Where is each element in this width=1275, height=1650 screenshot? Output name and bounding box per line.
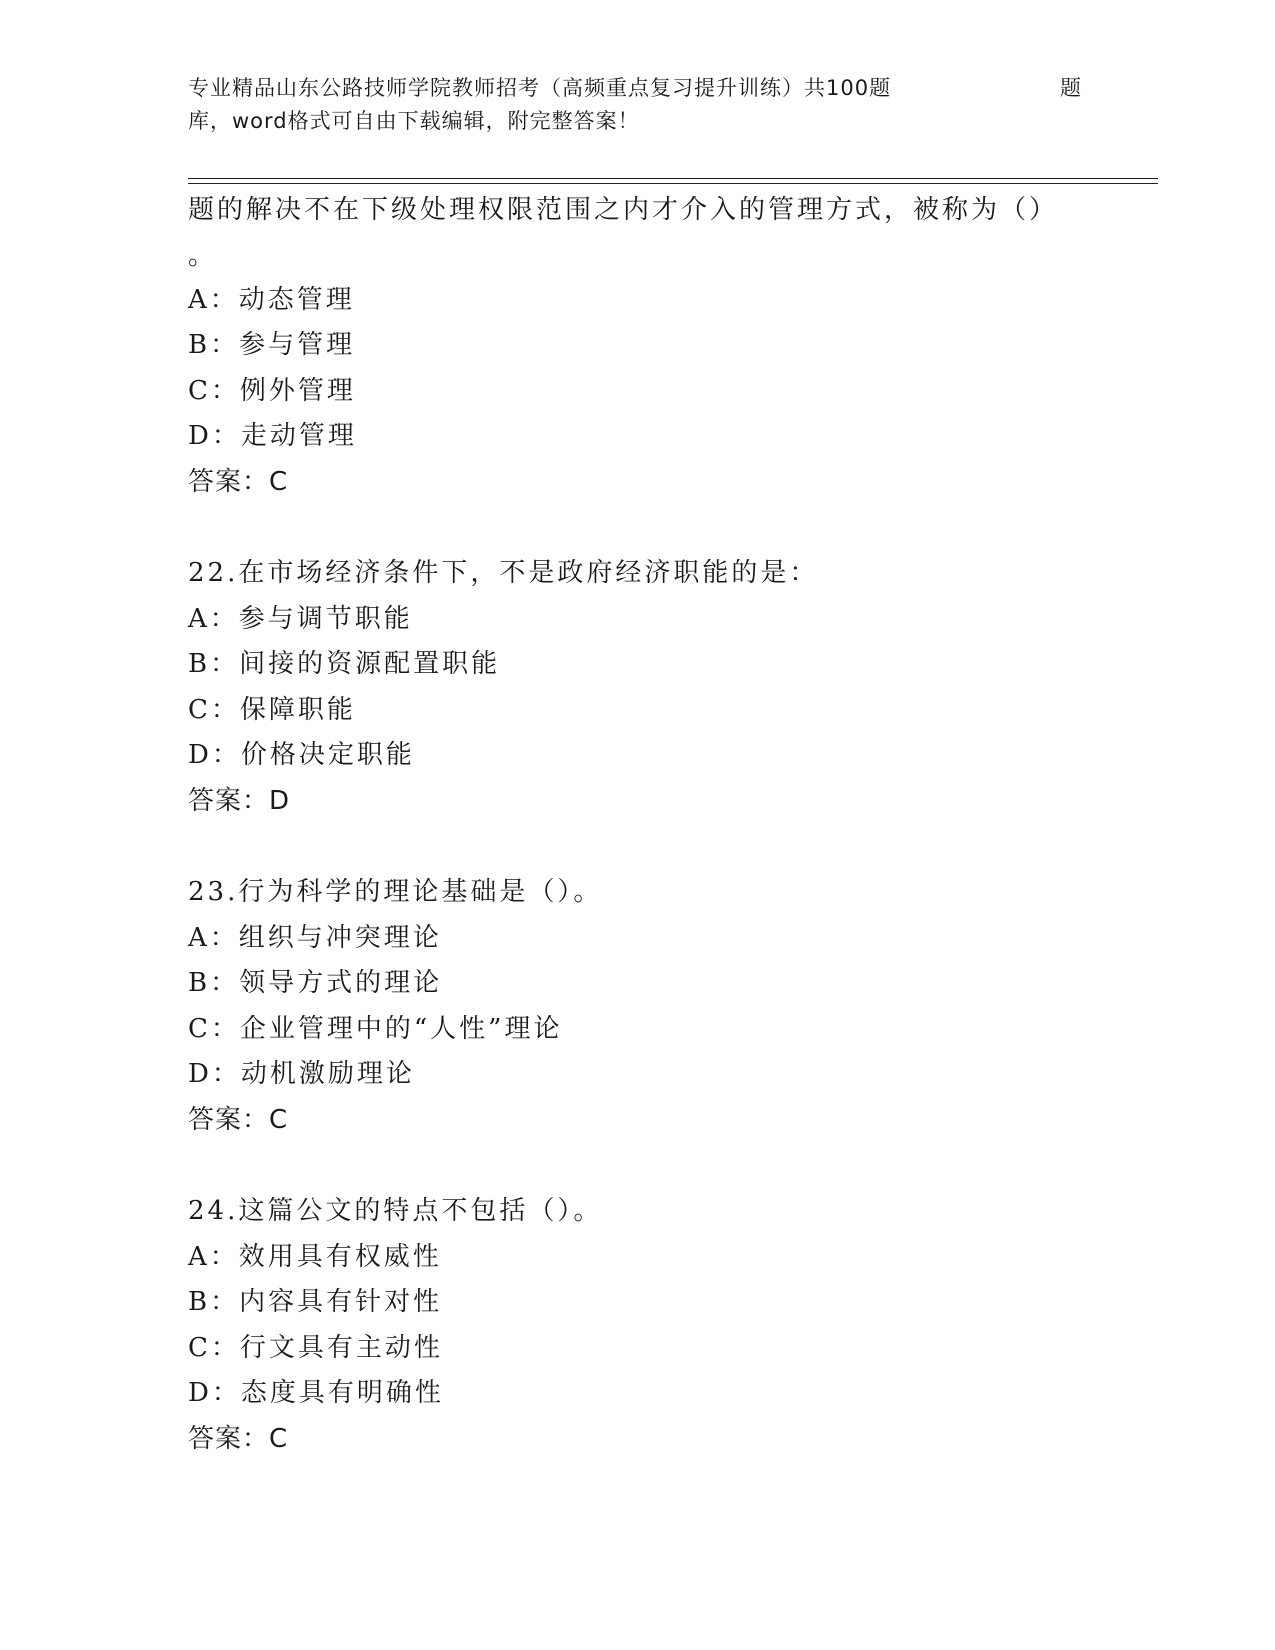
question-text-continued: 。 [188, 240, 218, 271]
question-block-24 [188, 1189, 1138, 1462]
option-b: B：间接的资源配置职能 [188, 649, 501, 679]
question-block-continued [188, 188, 1138, 505]
option-b: B：领导方式的理论 [188, 968, 443, 998]
question-text: 题的解决不在下级处理权限范围之内才介入的管理方式，被称为（） [188, 195, 1059, 225]
header-line-1 [188, 72, 1088, 105]
option-a: A：组织与冲突理论 [188, 922, 442, 953]
option-d: D：价格决定职能 [188, 740, 415, 770]
option-a: A：参与调节职能 [188, 603, 413, 634]
option-d: D：动机激励理论 [188, 1059, 415, 1089]
header-title: 专业精品山东公路技师学院教师招考（高频重点复习提升训练）共100题 [188, 76, 892, 100]
option-a: A：动态管理 [188, 284, 355, 315]
question-list [188, 188, 1138, 1462]
answer: 答案：C [188, 1104, 289, 1135]
option-d: D：态度具有明确性 [188, 1378, 444, 1408]
header-title-tail: 题 [1060, 76, 1082, 100]
question-block-22 [188, 551, 1138, 824]
question-block-23 [188, 870, 1138, 1143]
header-line-2: 库，word格式可自由下载编辑，附完整答案！ [188, 109, 640, 133]
document-header [188, 72, 1088, 138]
option-b: B：参与管理 [188, 330, 356, 360]
question-text: 24.这篇公文的特点不包括（）。 [188, 1196, 603, 1226]
spacer [188, 824, 1138, 870]
spacer [188, 1143, 1138, 1189]
spacer [188, 505, 1138, 551]
question-text: 23.行为科学的理论基础是（）。 [188, 877, 603, 907]
question-text: 22.在市场经济条件下，不是政府经济职能的是： [188, 558, 819, 588]
option-d: D：走动管理 [188, 421, 357, 451]
header-divider-top [188, 178, 1158, 179]
option-c: C：企业管理中的“人性”理论 [188, 1013, 563, 1044]
answer: 答案：C [188, 466, 289, 497]
option-a: A：效用具有权威性 [188, 1241, 442, 1272]
option-b: B：内容具有针对性 [188, 1287, 443, 1317]
answer: 答案：D [188, 785, 291, 816]
answer: 答案：C [188, 1423, 289, 1454]
option-c: C：行文具有主动性 [188, 1332, 443, 1363]
option-c: C：例外管理 [188, 375, 356, 406]
header-divider-bottom [188, 183, 1158, 184]
option-c: C：保障职能 [188, 694, 356, 725]
